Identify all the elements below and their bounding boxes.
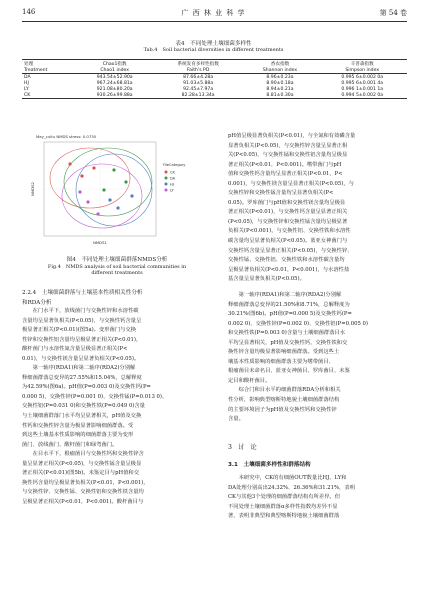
text-line: 量呈显著正相关(P<0.05)，与交换性锰含量呈极显 [22,460,142,467]
text-line: 呈极显著正相关(P<0.01，P<0.001)。酸杆菌目与 [22,498,144,505]
text-line: 基含量呈显著负相关(P<0.05)。 [228,276,305,283]
right-column-top-text [228,132,416,285]
text-line: 不同处理土壤细菌群落α多样性指数均差异不显 [228,503,338,510]
point-ck [92,166,95,169]
point-ly [96,212,99,215]
text-line: 性钙和交换性锌含量为极显著影响细菌群落。受 [22,422,134,429]
section-heading-2-2-4 [22,288,214,307]
point-da [124,180,127,183]
text-line: 0.001)，与交换性镁含量呈显著正相关(P<0.05)，与 [228,180,354,187]
nmds-plot [22,130,208,248]
table-cell: 8.96±0.23a [266,74,294,80]
text-line: 本研究中，CK的有细菌OUT数量比HJ、LY和 [228,475,347,481]
text-line: 和交换性铁(P=0.003 0)含量与土壤细菌群落目水 [228,330,346,337]
table-cell: 8.90±0.18a [266,80,294,86]
legend-swatch-hj [165,183,168,186]
legend-label: DA [170,176,176,181]
figure-caption-en-2: different treatments [91,270,143,276]
text-line: 根瘤菌目未命名目、蓝亚女神菌目、罗库菌目、未鉴 [228,368,350,375]
col-header: 系统发育多样性指数 [154,60,243,68]
text-line: 极显著正相关(P<0.01)(图5a)。变形菌门与交换 [22,327,137,334]
text-line: 呈极显著负相关(P<0.01，P<0.001)，与水溶性盐 [228,266,350,273]
text-line: 酸杆菌门与水溶性氮含量呈极显著正相关(P< [22,346,128,353]
col-header: Treatment [22,67,76,74]
text-line: 负相关(P<0.001)，与交换性铝、交换性铁和水溶性 [228,228,351,235]
section-heading-3-1: 3.1 土壤细菌多样性和群落结构 [228,462,311,468]
table-cell: 92.45±7.97a [183,86,214,92]
nmds-figure [22,130,208,248]
point-da [102,188,105,191]
legend-swatch-da [165,177,168,180]
text-line: 为42.59%(图6a)。pH值(P=0.003 0)及交换性钙(P= [22,384,151,391]
right-column-bottom-text [228,474,416,522]
legend-title: FileCategory [163,163,186,167]
col-header: 处理 [22,60,76,68]
text-line: 定目和酸杆菌目。 [228,377,271,384]
right-column-mid-text [228,291,416,425]
text-line: 壤基本性质影响的细菌群落主要为嗜带菌目、 [228,358,334,365]
text-line: CK与其他3个处理的细菌群落结构有所差异。但 [228,494,341,501]
table-cell: 0.995 6±0.002 0a [341,74,384,80]
text-line: 30.21%(图6b)。pH值(P=0.000 5)及交换性钙(P= [228,311,352,318]
text-line: 平均呈显著相关，pH值及交换性钙、交换性铁和交 [228,339,348,346]
table-title-cn: 表4 不同处理土壤细菌多样性 [175,41,252,47]
text-line: 性分析，影响典型喀斯特地貌土壤细菌群落结构 [228,397,340,404]
text-line: 与土壤细菌群落门水平均呈显著相关，pH值及交换 [22,413,142,420]
text-line: pH值呈极显著负相关(P<0.01)，与全氮和有效磷含量 [228,133,356,139]
col-header: Chao1指数 [76,60,154,68]
point-hj [116,206,119,209]
section-heading-line: 2.2.4 土壤细菌群落与土壤基本性质相关性分析 [22,290,143,296]
text-line: 综合门和目水平的细菌群落RDA分析和相关 [228,387,341,394]
point-ck [80,174,83,177]
text-line: 在门水平下，放线菌门与交换性锌和水溶性碳 [22,308,139,314]
text-line: 含量。 [228,416,244,423]
text-line: 著正相关(P<0.01)，与交换性钙含量呈显著正相关 [228,209,348,216]
text-line: 著，表明非典型和典型喀斯特地貌土壤细菌群落 [228,513,340,520]
text-line: 含量均呈显著负相关(P<0.05)，与交换性钙含量呈 [22,317,142,324]
section-heading-line: 和RDA分析 [22,299,52,306]
figure-caption-cn: 图4 不同处理土壤细菌群落NMDS分析 [66,257,168,263]
text-line: 菌门、放线菌门、酸杆菌门和绿弯菌门。 [22,441,118,448]
text-line: 0.05)。罗库菌门与pH值和交换性镁含量均呈极显 [228,199,346,206]
volume-label: 第 54 卷 [379,9,407,17]
text-line: 第一轴序(RDA1)和第二轴序(RDA2)分别解 [22,365,136,372]
text-line: 值和交换性钙含量均呈显著正相关(P<0.01，P< [228,171,343,178]
point-hj [108,198,111,201]
text-line: 换性锌含量均极显著影响细菌群落。受到这些土 [228,349,340,356]
text-line: 释细菌群落总变异的21.50%和8.71%，总解释度为 [228,301,350,308]
text-line: 到这些土壤基本性质影响的细菌群落主要为变形 [22,432,134,439]
table-cell: 8.94±0.21a [266,86,294,92]
legend-label: LY [170,188,174,193]
legend-label: HJ [170,182,174,187]
text-line: 交换性钙含量呈显著正相关(P<0.05)，与交换性锌、 [228,247,353,254]
table-cell: 0.996 1±0.001 1a [341,86,384,92]
text-line: 交换性锌和交换性锰含量均呈显著负相关(P< [228,190,334,197]
page-number: 146 [22,8,36,16]
journal-title: 广 西 林 业 科 学 [181,9,246,17]
table-cell: 921.08±80.20a [96,86,133,92]
table-cell: CK [22,92,76,99]
col-header: 辛普森指数 [317,60,407,68]
header-rule [22,21,407,22]
text-line: 第一轴序(RDA1)和第二轴序(RDA2)分别解 [228,292,342,298]
table-cell: 930.26±99.88a [76,92,154,99]
legend-label: CK [170,170,175,175]
table-cell: 91.03±5.88a [183,80,214,86]
text-line: 在目水平下，根瘤菌目与交换性钙和交换性锌含 [22,451,144,458]
point-ly [86,200,89,203]
figure-caption-en-1: Fig.4 NMDS analysis of soil bacterial communities in [47,264,187,270]
text-line: 关(P<0.05)，与交换性锰和交换性铝含量均呈极显 [228,152,348,159]
text-line: 著正相关(P<0.01，P<0.001)。嗜带菌门与pH [228,161,342,168]
text-line: DA处理分别高出24.32%、26.36%和31.21%，表明 [228,484,355,491]
text-line: 交换性锰、交换性铝、交换性铁和水溶性碳含量均 [228,257,345,264]
table-row [22,92,407,99]
left-column-text [22,307,214,507]
text-line: (P<0.05)，与交换性锌和交换性锰含量均呈极显著 [228,218,348,225]
text-line: 0.002 0)、交换性锌(P=0.002 0)、交换性铝(P=0.005 0) [228,320,368,327]
table-title-en: Tab.4 Soil bacterial diversities in different treatments [143,47,284,53]
col-header: 香农指数 [243,60,318,68]
legend-swatch-ly [165,189,168,192]
legend-swatch-ck [165,171,168,174]
text-line: 0.000 5)、交换性锌(P=0.001 0)、交换性锰(P=0.013 0)、 [22,393,168,400]
stress-label: May_cultu NMDS stress: 0.0730 [36,134,97,139]
point-ly [78,190,81,193]
table-cell: 0.994 5±0.002 0a [317,92,407,99]
text-line: 的主要环境因子为pH值及交换性钙和交换性锌 [228,406,337,413]
text-line: 性锌和交换性铝含量均呈极显著正相关(P<0.01)， [22,336,142,343]
section-heading-3: 3 讨 论 [228,444,257,451]
text-line: 换性钙含量均呈极显著负相关(P<0.01，P<0.001)， [22,479,149,486]
x-axis-label: NMDS1 [93,240,107,245]
col-header: Faith's PD [154,67,243,74]
text-line: 0.01)，与交换性镁含量呈显著负相关(P<0.05)。 [22,355,140,362]
col-header: Shannon index [243,67,318,74]
diversity-table [22,59,407,99]
text-line: 交换性铝(P=0.031 0)和交换性铁(P=0.049 0)含量 [22,403,145,410]
text-line: 碳含量均呈显著负相关(P<0.05)。蓝亚女神菌门与 [228,238,348,245]
table-cell: 8.81±0.30a [243,92,318,99]
text-line: 显著负相关(P<0.05)，与交换性锌含量呈显著正相 [228,142,348,149]
point-ck [68,162,71,165]
point-hj [130,194,133,197]
y-axis-label: NMDS2 [30,182,35,196]
col-header: Chao1 index [76,67,154,74]
table-cell: 943.54±52.90a [96,74,133,80]
col-header: Simpson index [317,67,407,74]
point-da [112,168,115,171]
table-cell: LY [24,86,29,92]
table-cell: 87.66±4.28a [183,74,214,80]
table-cell: 967.24±68.81a [96,80,133,86]
table-cell: 0.995 6±0.001 4a [341,80,384,86]
table-cell: 82.28±13.34a [154,92,243,99]
text-line: 与交换性锌、交换性锰、交换性铝和交换性铁含量均 [22,489,144,496]
table-cell: HJ [24,80,29,86]
table-header-row-cn [22,60,407,68]
text-line: 释细菌群落总变异的27.55%和15.04%，总解释度 [22,374,142,381]
text-line: 著正相关(P<0.01)(图5b)。未鉴定目与pH值和交 [22,470,139,477]
table-cell: DA [24,74,31,80]
